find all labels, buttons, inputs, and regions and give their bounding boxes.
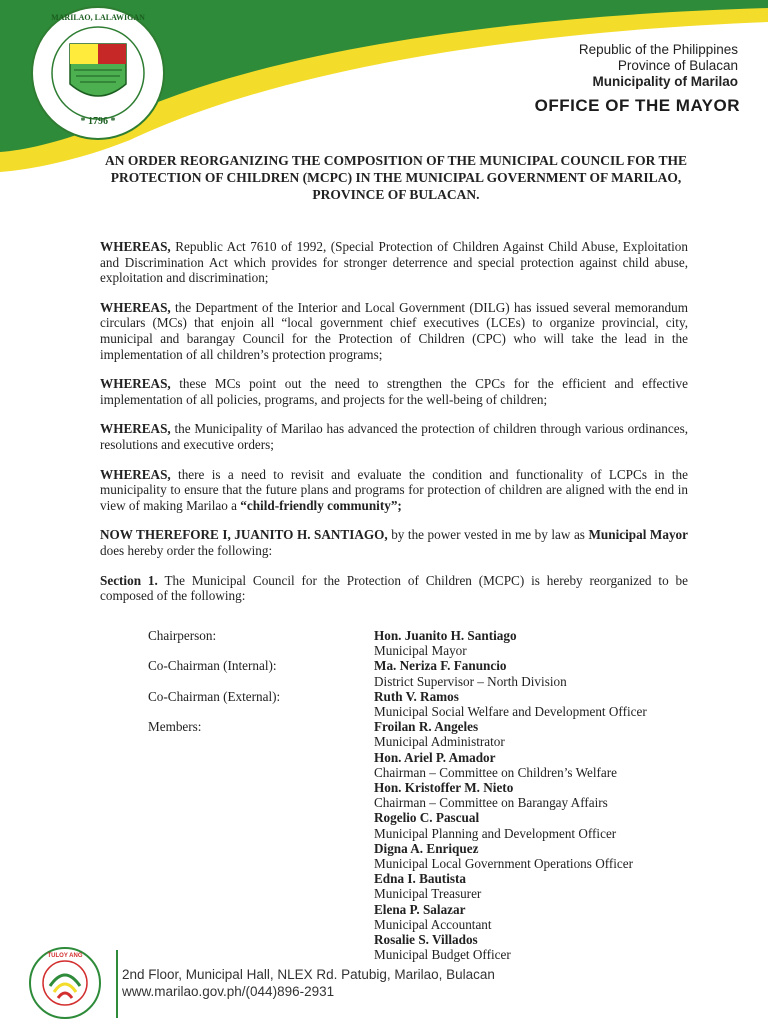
- whereas-paragraph: WHEREAS, there is a need to revisit and evaluate the condition and functionality of LCPCs in the municipality to ensure that the future plans and programs for protection of children are aligned with the end in view of making Marilao a “child-friendly community”;: [100, 466, 688, 513]
- republic-line: Republic of the Philippines: [578, 42, 738, 57]
- council-list: [148, 628, 708, 962]
- council-row: Hon. Kristoffer M. Nieto Chairman – Committee on Barangay Affairs: [374, 780, 608, 811]
- council-row: Elena P. Salazar Municipal Accountant: [374, 901, 492, 932]
- svg-text:TULOY ANG: TULOY ANG: [47, 953, 83, 959]
- document-title: AN ORDER REORGANIZING THE COMPOSITION OF THE MUNICIPAL COUNCIL FOR THE PROTECTION OF CHILDREN (MCPC) IN THE MUNICIPAL GOVERNMENT OF MARILAO, PROVINCE OF BULACAN.: [104, 153, 688, 202]
- province-line: Province of Bulacan: [617, 58, 738, 73]
- council-row: Members: Froilan R. Angeles Municipal Administrator: [148, 719, 505, 750]
- council-row: Digna A. Enriquez Municipal Local Government Operations Officer: [374, 840, 634, 872]
- council-row: Edna I. Bautista Municipal Treasurer: [374, 871, 482, 902]
- council-row: Co-Chairman (External): Ruth V. Ramos Municipal Social Welfare and Development Officer: [148, 688, 647, 720]
- now-therefore-paragraph: NOW THEREFORE I, JUANITO H. SANTIAGO, by the power vested in me by law as Municipal Mayor does hereby order the following:: [100, 527, 688, 558]
- council-row: Chairperson: Hon. Juanito H. Santiago Municipal Mayor: [148, 628, 517, 659]
- council-row: Co-Chairman (Internal): Ma. Neriza F. Fanuncio District Supervisor – North Division: [148, 658, 567, 689]
- council-row: Rosalie S. Villados Municipal Budget Officer: [374, 932, 511, 963]
- tuloy-ang-serbisyo-logo-icon: [28, 946, 102, 1020]
- whereas-paragraph: WHEREAS, these MCs point out the need to strengthen the CPCs for the efficient and effective implementation of all policies, programs, and projects for the well-being of children;: [100, 376, 688, 407]
- municipality-line: Municipality of Marilao: [592, 74, 738, 89]
- office-title: OFFICE OF THE MAYOR: [534, 96, 740, 115]
- government-header: [579, 42, 738, 90]
- svg-text:* 1796 *: * 1796 *: [80, 116, 116, 127]
- footer-website: www.marilao.gov.ph/(044)896-2931: [122, 984, 335, 999]
- footer-address: 2nd Floor, Municipal Hall, NLEX Rd. Patubig, Marilao, Bulacan: [122, 967, 495, 982]
- svg-text:MARILAO, LALAWIGAN: MARILAO, LALAWIGAN: [51, 13, 145, 22]
- council-row: Rogelio C. Pascual Municipal Planning and Development Officer: [374, 810, 617, 841]
- whereas-paragraph: WHEREAS, the Department of the Interior and Local Government (DILG) has issued several memorandum circulars (MCs) that enjoin all “local government chief executives (LCEs) to organize provincial, city, municipal and barangay Council for the Protection of Children (CPC) who will take the lead in the implementation of all children’s protection programs;: [100, 299, 688, 362]
- whereas-paragraph: WHEREAS, Republic Act 7610 of 1992, (Special Protection of Children Against Child Abuse, Exploitation and Discrimination Act which provides for stronger deterrence and special protection against child abuse, exploitation and discrimination;: [100, 239, 688, 286]
- whereas-paragraph: WHEREAS, the Municipality of Marilao has advanced the protection of children through various ordinances, resolutions and executive orders;: [100, 421, 688, 452]
- document-body: [100, 239, 688, 618]
- municipal-seal-icon: [24, 4, 172, 142]
- section-1-paragraph: Section 1. The Municipal Council for the Protection of Children (MCPC) is hereby reorganized to be composed of the following:: [100, 572, 688, 604]
- footer-divider: [116, 950, 118, 1018]
- footer-contact: [122, 966, 495, 1000]
- council-row: Hon. Ariel P. Amador Chairman – Committee on Children’s Welfare: [374, 749, 617, 780]
